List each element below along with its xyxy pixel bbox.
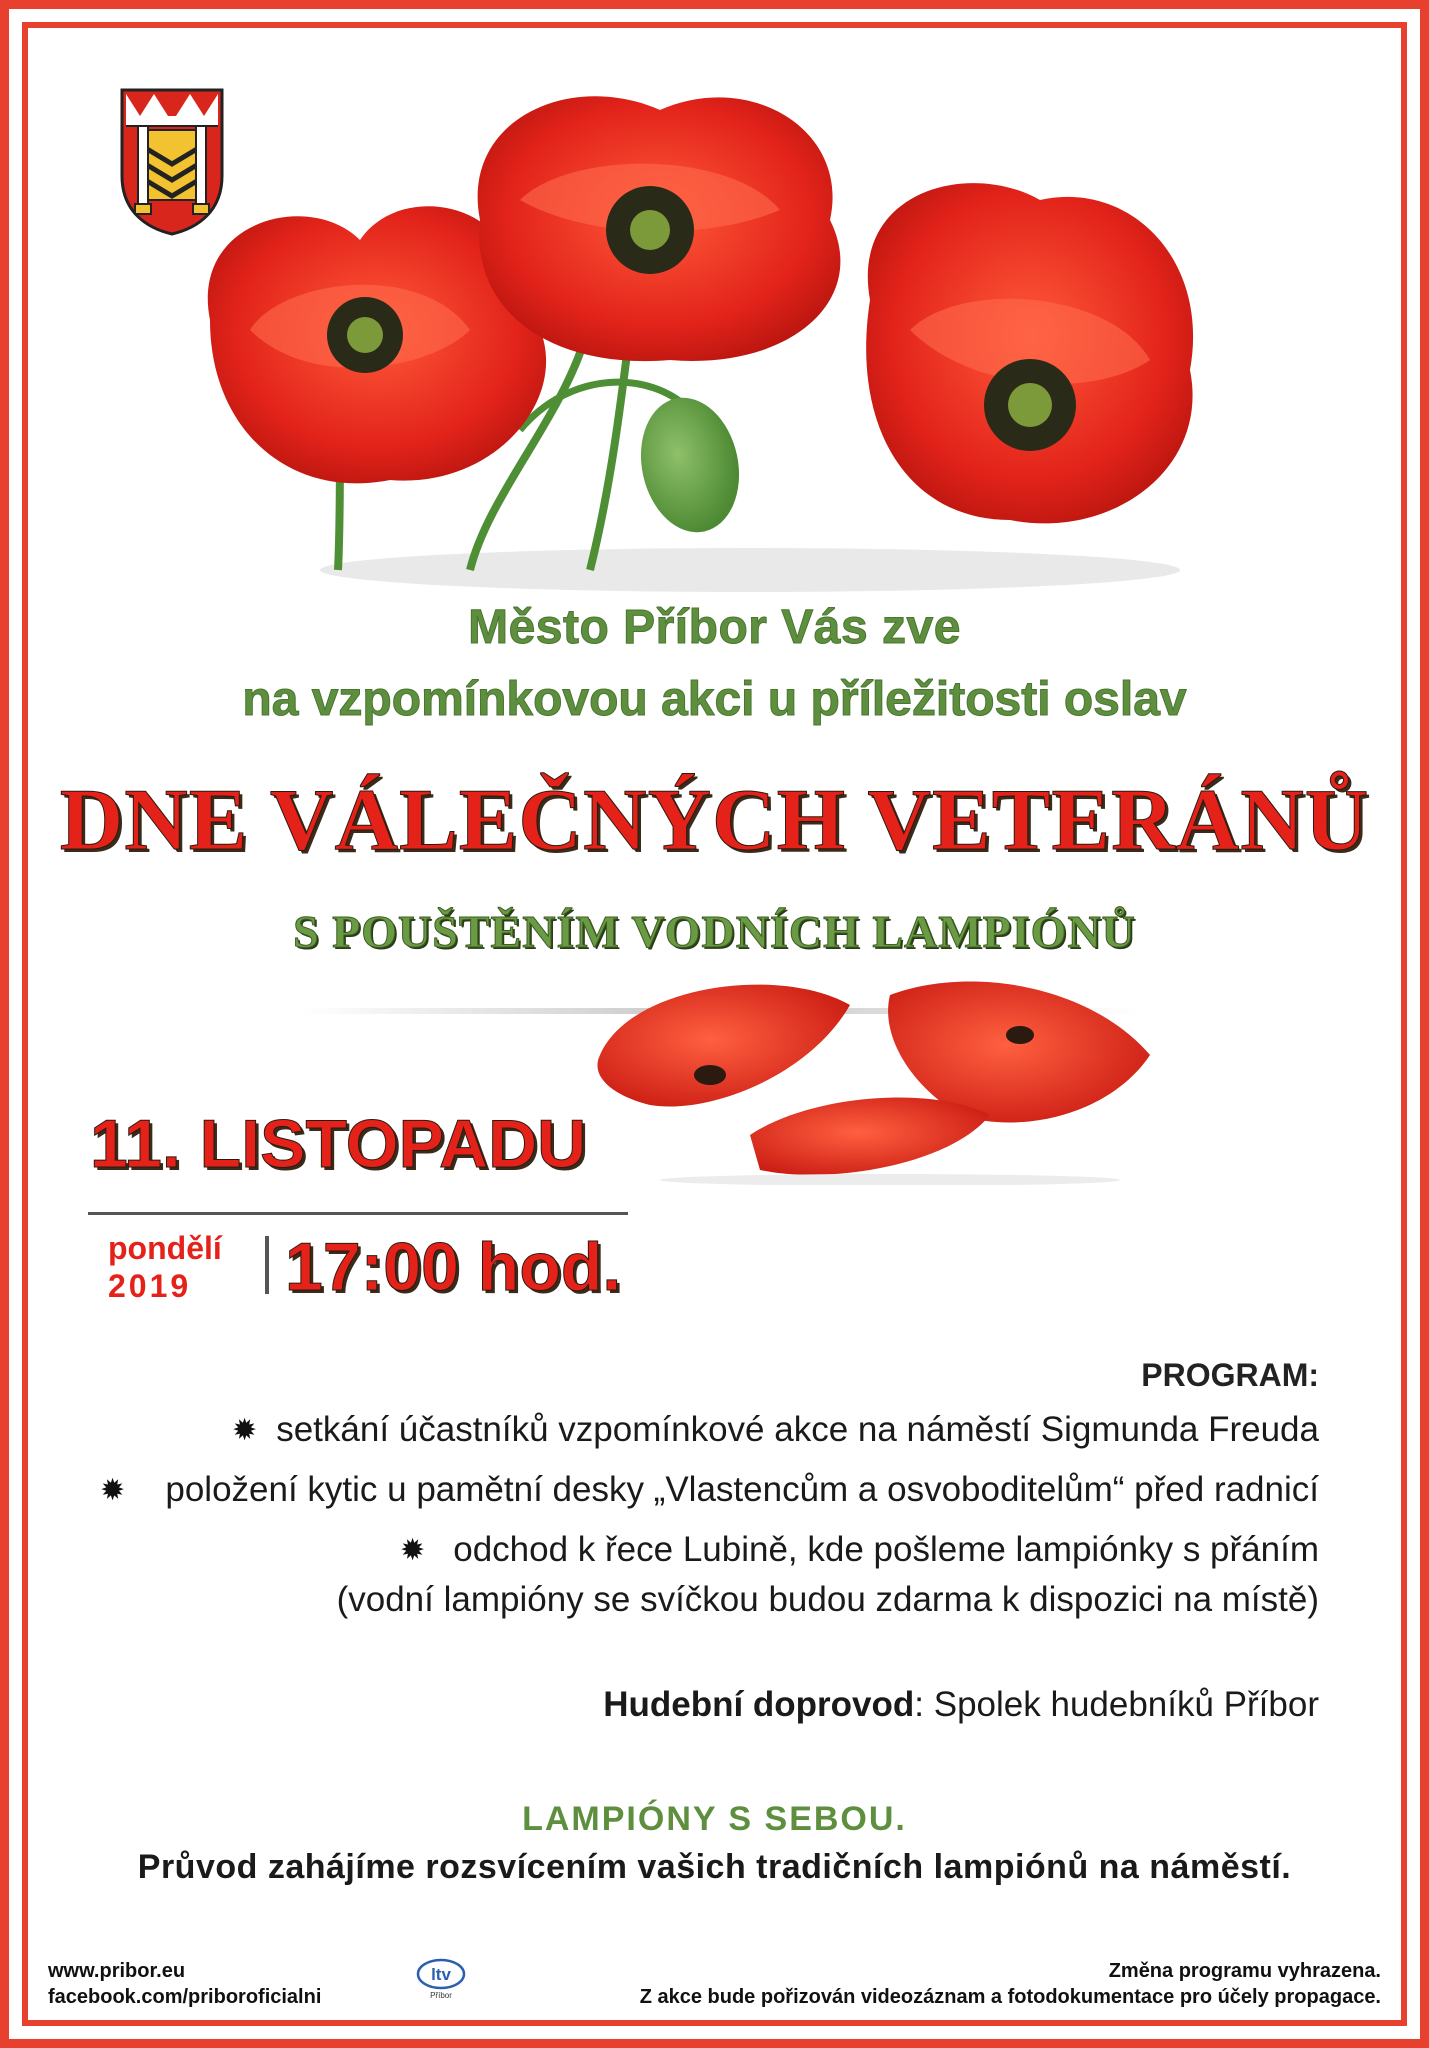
music-label: Hudební doprovod	[603, 1685, 915, 1724]
program-item: setkání účastníků vzpomínkové akce na náměstí Sigmunda Freuda	[276, 1410, 1319, 1449]
music-accompaniment	[603, 1685, 1319, 1725]
music-separator: :	[914, 1685, 925, 1724]
invite-line-2: na vzpomínkovou akci u příležitosti oslav	[242, 673, 1187, 726]
bullet-star-icon: ✹	[100, 1474, 126, 1507]
footer-links	[48, 1958, 321, 2010]
program-item: položení kytic u pamětní desky „Vlastencům a osvoboditelům“ před radnicí	[165, 1470, 1319, 1509]
poppy-flowers-illustration	[190, 70, 1270, 610]
website-link[interactable]: www.pribor.eu	[48, 1960, 186, 1982]
program-item-note: (vodní lampióny se svíčkou budou zdarma k dispozici na místě)	[336, 1580, 1319, 1619]
program-title: PROGRAM:	[1141, 1357, 1319, 1393]
date-time-separator	[265, 1236, 269, 1294]
date-divider	[88, 1212, 628, 1215]
footer-note-1: Změna programu vyhrazena.	[1108, 1960, 1381, 1982]
program-item: odchod k řece Lubině, kde pošleme lampiónky s přáním	[453, 1530, 1319, 1569]
poppy-petals-illustration	[590, 965, 1180, 1185]
event-weekday: pondělí	[108, 1230, 222, 1266]
footer-notes	[640, 1958, 1381, 2010]
lanterns-title: LAMPIÓNY S SEBOU.	[522, 1800, 907, 1838]
bullet-star-icon: ✹	[232, 1414, 258, 1447]
footer-note-2: Z akce bude pořizován videozáznam a fotodokumentace pro účely propagace.	[639, 1986, 1381, 2008]
invite-line-1: Město Příbor Vás zve	[468, 601, 961, 654]
event-subheadline: S POUŠTĚNÍM VODNÍCH LAMPIÓNŮ	[293, 906, 1136, 957]
itv-logo	[415, 1956, 467, 2000]
event-time: 17:00 hod.	[285, 1229, 622, 1305]
event-year: 2019	[108, 1268, 192, 1304]
facebook-link[interactable]: facebook.com/priboroficialni	[48, 1986, 322, 2008]
itv-logo-text: ltv	[431, 1965, 451, 1984]
bullet-star-icon: ✹	[400, 1534, 426, 1567]
event-date: 11. LISTOPADU	[90, 1106, 587, 1182]
lanterns-text: Průvod zahájíme rozsvícením vašich tradičních lampiónů na náměstí.	[137, 1848, 1292, 1886]
music-value: Spolek hudebníků Příbor	[924, 1685, 1319, 1724]
event-headline: DNE VÁLEČNÝCH VETERÁNŮ	[59, 772, 1370, 869]
itv-logo-subtext: Příbor	[430, 1991, 452, 2000]
